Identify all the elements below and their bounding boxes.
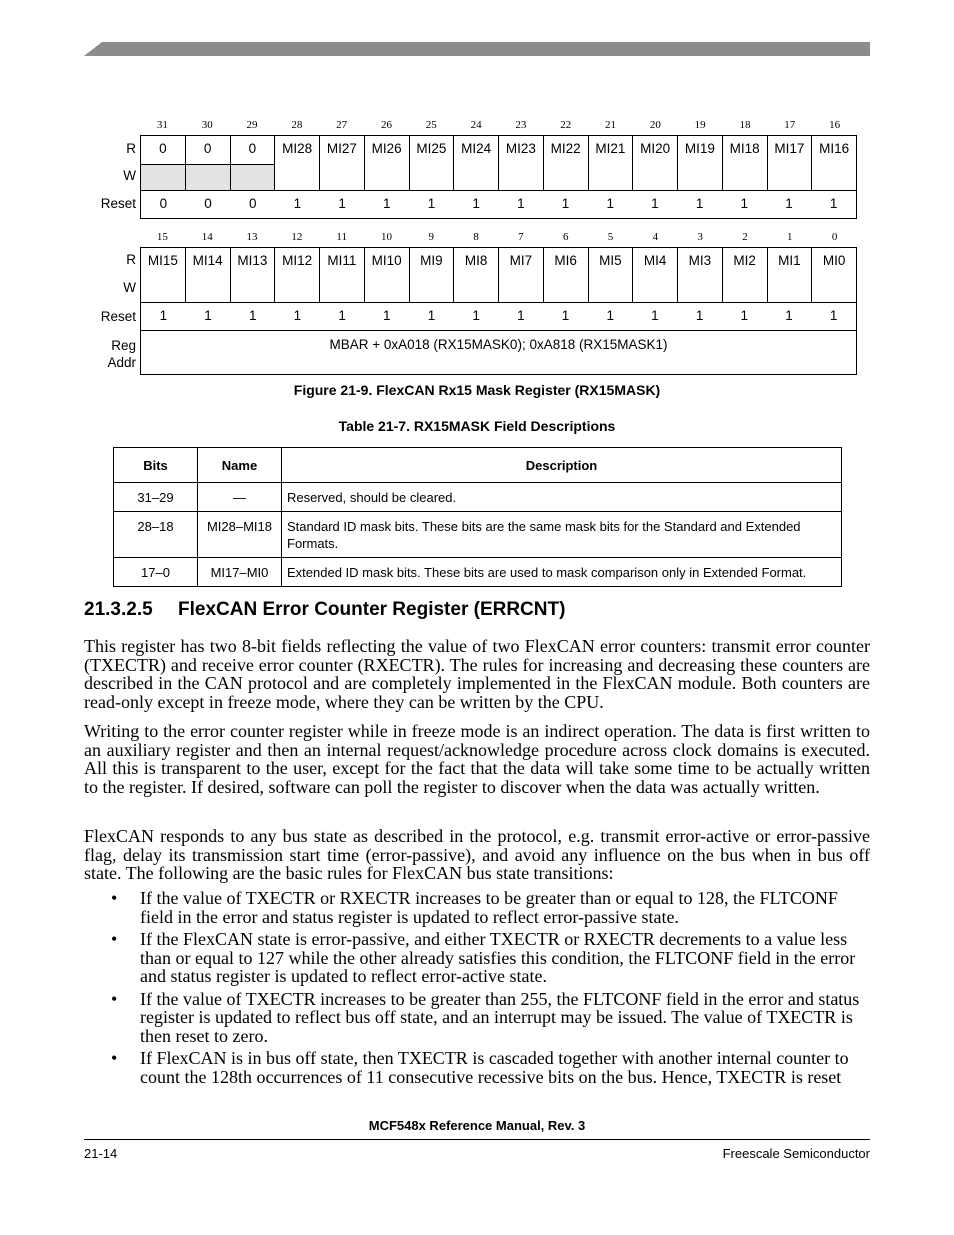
reset-value: 1 xyxy=(695,308,704,323)
cell-description: Standard ID mask bits. These bits are the same mask bits for the Standard and Extended Formats. xyxy=(282,512,842,558)
register-field-label: MI3 xyxy=(688,253,712,268)
register-field xyxy=(811,136,856,190)
section-heading xyxy=(84,599,565,621)
register-field-label: MI14 xyxy=(192,253,223,268)
reset-value: 1 xyxy=(829,196,838,211)
table-row xyxy=(114,483,842,512)
list-item-text: If the value of TXECTR or RXECTR increases to be greater than or equal to 128, the FLTCONF field in the error and status register is updated to reflect error-passive state. xyxy=(140,888,838,927)
register-field xyxy=(498,136,543,190)
register-field xyxy=(185,248,230,302)
reset-value: 1 xyxy=(383,308,391,323)
register-field-label: MI2 xyxy=(733,253,756,268)
table-header-row xyxy=(114,448,842,483)
reset-value: 1 xyxy=(204,308,212,323)
reset-value: 1 xyxy=(427,196,436,211)
reset-value: 1 xyxy=(338,196,346,211)
footer-divider xyxy=(84,1139,870,1140)
register-field-label: MI0 xyxy=(822,253,846,268)
write-label-lower: W xyxy=(123,280,136,295)
reset-value: 1 xyxy=(606,196,614,211)
reset-value: 1 xyxy=(293,196,302,211)
reset-value: 1 xyxy=(829,308,838,323)
reset-value: 1 xyxy=(651,196,659,211)
cell-name: MI28–MI18 xyxy=(198,512,282,558)
bit-number: 21 xyxy=(605,119,617,131)
footer-title: MCF548x Reference Manual, Rev. 3 xyxy=(368,1118,586,1133)
list-item-text: If FlexCAN is in bus off state, then TXECTR is cascaded together with another internal counter to count the 128th occurrences of 11 consecutive recessive bits on the bus. Hence, TXECTR is reset xyxy=(140,1048,849,1087)
section-number: 21.3.2.5 xyxy=(84,599,153,620)
list-item xyxy=(84,930,870,986)
register-field xyxy=(409,136,454,190)
register-field-label: MI17 xyxy=(774,141,805,156)
bit-number: 6 xyxy=(562,231,569,243)
reset-value: 1 xyxy=(427,308,436,323)
bit-number: 4 xyxy=(652,231,659,243)
bus-state-rules-list xyxy=(84,889,870,1090)
register-field xyxy=(767,248,812,302)
register-field-label: 0 xyxy=(159,141,167,156)
header-name: Name xyxy=(198,448,282,483)
read-label-lower: R xyxy=(126,252,136,267)
register-field xyxy=(632,248,677,302)
bit-number: 14 xyxy=(201,231,213,243)
reset-value: 1 xyxy=(383,196,391,211)
bit-number: 22 xyxy=(560,119,572,131)
upper-reset-row xyxy=(140,191,857,219)
reg-addr-label-line1: Reg xyxy=(111,338,136,353)
paragraph-2: Writing to the error counter register while in freeze mode is an indirect operation. The data is first written to an auxiliary register and then an internal request/acknowledge procedure across clock domains is executed. All this is transparent to the user, except for the fact that the data will take some time to be actually written to the register. If desired, software can poll the register to discover when the data was actually written. xyxy=(84,721,870,797)
paragraph-3: FlexCAN responds to any bus state as described in the protocol, e.g. transmit error-active or error-passive flag, delay its transmission start time (error-passive), and avoid any influence on the bus when in bus off state. The following are the basic rules for FlexCAN bus state transitions: xyxy=(84,826,870,883)
bullet-icon: • xyxy=(111,888,118,908)
register-field xyxy=(409,248,454,302)
reg-addr-label xyxy=(92,337,136,371)
bit-number: 23 xyxy=(515,119,527,131)
reset-label-upper: Reset xyxy=(100,196,136,211)
register-field-label: MI13 xyxy=(237,253,268,268)
table-row xyxy=(114,558,842,587)
register-field-label: MI6 xyxy=(554,253,577,268)
register-field xyxy=(588,248,633,302)
write-label-upper: W xyxy=(123,168,136,183)
reset-value: 0 xyxy=(248,196,257,211)
bit-number: 18 xyxy=(739,119,751,131)
register-field xyxy=(319,136,364,190)
header-banner xyxy=(84,42,870,56)
reset-value: 1 xyxy=(606,308,614,323)
register-field-label: MI8 xyxy=(464,253,488,268)
register-field xyxy=(185,136,230,190)
bit-number: 15 xyxy=(156,231,168,243)
register-field xyxy=(319,248,364,302)
register-field-label: MI16 xyxy=(819,141,850,156)
register-field-label: MI25 xyxy=(416,141,447,156)
bit-number: 12 xyxy=(291,231,303,243)
bit-number: 29 xyxy=(246,119,258,131)
register-field-label: MI23 xyxy=(505,141,536,156)
bit-number: 5 xyxy=(607,231,614,243)
reset-value: 1 xyxy=(785,196,793,211)
reset-value: 1 xyxy=(561,308,570,323)
register-field-label: MI15 xyxy=(147,253,178,268)
register-field xyxy=(230,248,275,302)
cell-name: — xyxy=(198,483,282,512)
reset-value: 1 xyxy=(248,308,257,323)
register-field xyxy=(543,136,588,190)
register-field xyxy=(453,136,498,190)
reset-value: 1 xyxy=(338,308,346,323)
field-description-table xyxy=(113,447,842,587)
paragraph-1: This register has two 8-bit fields reflecting the value of two FlexCAN error counters: transmit error counter (TXECTR) and receive error counter (RXECTR). The rules for increasing and decreasing these counters are described in the CAN protocol and are completely implemented in the FlexCAN module. Both counters are read-only except in freeze mode, where they can be written by the CPU. xyxy=(84,636,870,712)
register-field xyxy=(677,136,722,190)
register-field xyxy=(364,248,409,302)
bit-number: 3 xyxy=(697,231,703,243)
cell-description: Extended ID mask bits. These bits are used to mask comparison only in Extended Format. xyxy=(282,558,842,587)
bit-number: 10 xyxy=(380,231,392,243)
register-field-label: MI9 xyxy=(420,253,443,268)
read-label-upper: R xyxy=(126,141,136,156)
register-field-label: MI7 xyxy=(509,253,533,268)
bit-number: 13 xyxy=(246,231,258,243)
table-row xyxy=(114,512,842,558)
reset-value: 1 xyxy=(293,308,302,323)
register-field-label: MI12 xyxy=(282,253,313,268)
register-field xyxy=(453,248,498,302)
register-field-label: MI22 xyxy=(550,141,581,156)
reset-value: 1 xyxy=(517,308,525,323)
header-bits: Bits xyxy=(114,448,198,483)
bit-number: 16 xyxy=(829,119,841,131)
register-field xyxy=(230,136,275,190)
register-field xyxy=(588,136,633,190)
bit-number: 8 xyxy=(473,231,479,243)
bit-number: 1 xyxy=(787,231,793,243)
register-field-label: MI10 xyxy=(371,253,402,268)
register-field xyxy=(274,248,319,302)
register-field xyxy=(498,248,543,302)
list-item xyxy=(84,990,870,1046)
register-field xyxy=(722,248,767,302)
reset-value: 0 xyxy=(159,196,168,211)
page-number: 21-14 xyxy=(84,1146,118,1161)
reset-value: 1 xyxy=(695,196,704,211)
cell-description: Reserved, should be cleared. xyxy=(282,483,842,512)
bit-number: 25 xyxy=(425,119,437,131)
bit-number: 7 xyxy=(518,231,524,243)
register-field-label: MI5 xyxy=(599,253,622,268)
bit-number: 26 xyxy=(380,119,392,131)
register-field-label: MI21 xyxy=(595,141,626,156)
reset-value: 1 xyxy=(651,308,659,323)
reset-value: 1 xyxy=(740,196,749,211)
cell-name: MI17–MI0 xyxy=(198,558,282,587)
header-description: Description xyxy=(282,448,842,483)
reset-value: 1 xyxy=(785,308,793,323)
reset-label-lower: Reset xyxy=(100,309,136,324)
bullet-icon: • xyxy=(111,988,118,1009)
register-field-label: MI1 xyxy=(778,253,801,268)
reset-value: 1 xyxy=(472,308,480,323)
register-field-label: MI20 xyxy=(640,141,671,156)
table-caption: Table 21-7. RX15MASK Field Descriptions xyxy=(338,418,616,434)
list-item xyxy=(84,1049,870,1086)
cell-bits: 31–29 xyxy=(114,483,198,512)
register-field-label: MI11 xyxy=(327,253,357,268)
register-field xyxy=(811,248,856,302)
list-item-text: If the value of TXECTR increases to be greater than 255, the FLTCONF field in the error and status register is updated to reflect bus off state, and an interrupt may be issued. The value of TXECTR is then reset to zero. xyxy=(140,988,860,1046)
reset-value: 1 xyxy=(472,196,480,211)
publisher-name: Freescale Semiconductor xyxy=(722,1146,870,1161)
bit-number: 24 xyxy=(470,119,482,131)
reg-addr-label-line2: Addr xyxy=(107,355,136,370)
reset-value: 1 xyxy=(561,196,570,211)
bit-number: 31 xyxy=(156,119,168,131)
reset-value: 1 xyxy=(517,196,525,211)
register-field xyxy=(364,136,409,190)
bit-number: 28 xyxy=(291,119,303,131)
bit-number: 17 xyxy=(784,119,796,131)
reset-value: 1 xyxy=(740,308,749,323)
figure-caption: Figure 21-9. FlexCAN Rx15 Mask Register (RX15MASK) xyxy=(293,382,661,398)
register-field-label: MI19 xyxy=(684,141,715,156)
register-field-label: 0 xyxy=(203,141,212,156)
register-field-label: MI18 xyxy=(729,141,760,156)
section-title: FlexCAN Error Counter Register (ERRCNT) xyxy=(178,599,566,620)
upper-bit-numbers xyxy=(140,119,857,133)
bit-number: 2 xyxy=(742,231,748,243)
register-field xyxy=(274,136,319,190)
list-item-text: If the FlexCAN state is error-passive, and either TXECTR or RXECTR decrements to a value less than or equal to 127 while the other already satisfies this condition, the FLTCONF field in the error and status register is updated to reflect error-active state. xyxy=(140,929,856,986)
register-field-label: MI26 xyxy=(371,141,402,156)
bit-number: 27 xyxy=(336,119,348,131)
register-field xyxy=(543,248,588,302)
register-field xyxy=(722,136,767,190)
bit-number: 0 xyxy=(831,231,838,243)
register-field xyxy=(632,136,677,190)
bit-number: 30 xyxy=(201,119,213,131)
reset-value: 0 xyxy=(204,196,212,211)
cell-bits: 17–0 xyxy=(114,558,198,587)
register-field-label: MI24 xyxy=(461,141,492,156)
bullet-icon: • xyxy=(111,929,118,949)
cell-bits: 28–18 xyxy=(114,512,198,558)
register-field xyxy=(141,248,185,302)
bit-number: 19 xyxy=(694,119,706,131)
reset-value: 1 xyxy=(159,308,168,323)
register-field-label: 0 xyxy=(248,141,257,156)
bit-number: 11 xyxy=(336,231,347,243)
bullet-icon: • xyxy=(111,1048,118,1068)
lower-field-row xyxy=(140,247,857,303)
lower-reset-row xyxy=(140,303,857,331)
list-item xyxy=(84,889,870,926)
register-field xyxy=(767,136,812,190)
register-field xyxy=(677,248,722,302)
register-field-label: MI4 xyxy=(643,253,667,268)
bit-number: 9 xyxy=(428,231,435,243)
upper-field-row xyxy=(140,135,857,191)
bit-number: 20 xyxy=(649,119,661,131)
register-field-label: MI27 xyxy=(326,141,357,156)
lower-bit-numbers xyxy=(140,231,857,245)
register-field xyxy=(141,136,185,190)
register-field-label: MI28 xyxy=(282,141,313,156)
register-address: MBAR + 0xA018 (RX15MASK0); 0xA818 (RX15MASK1) xyxy=(140,331,857,375)
